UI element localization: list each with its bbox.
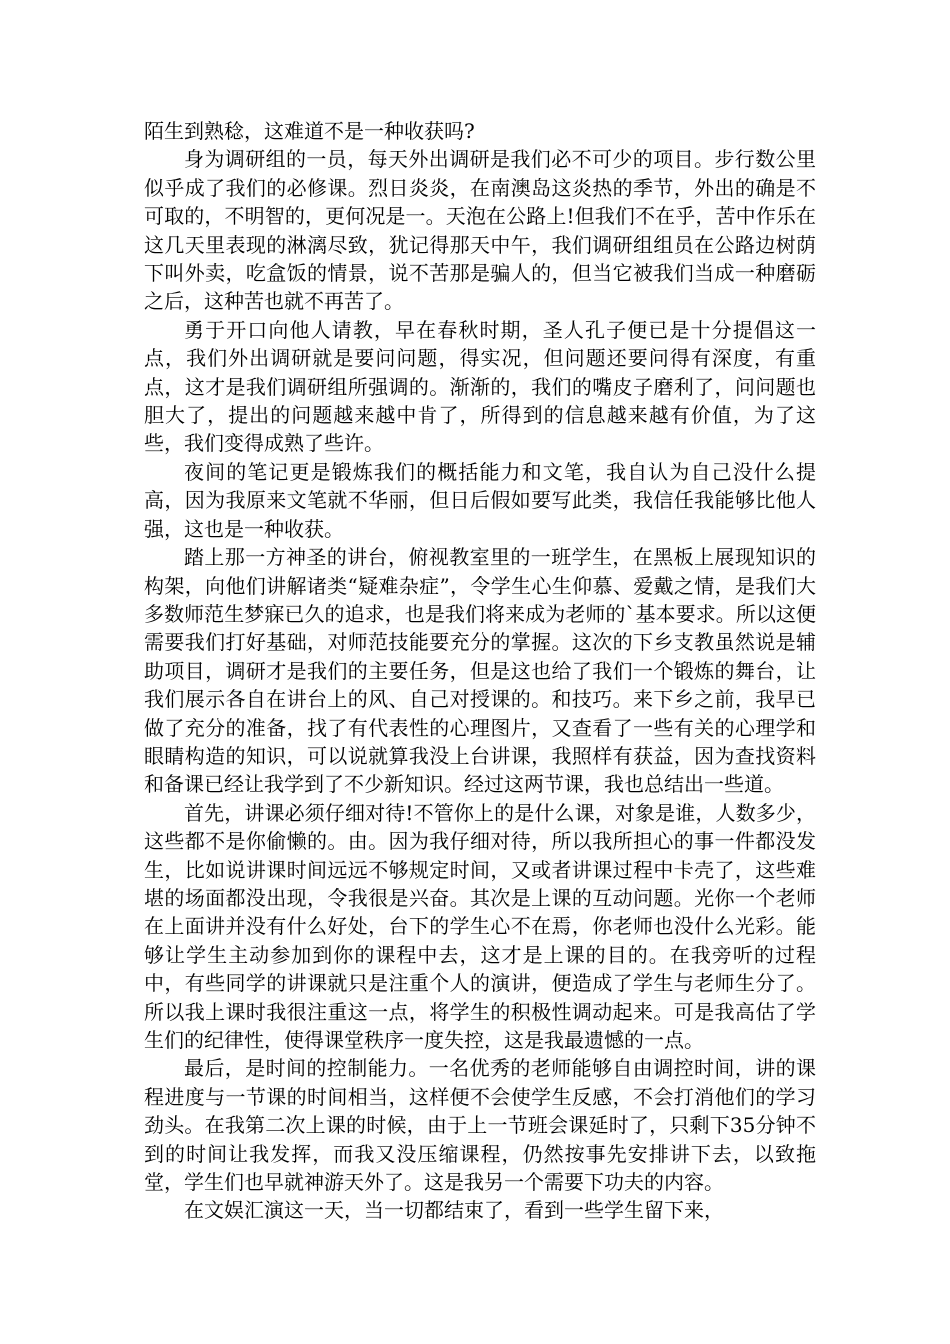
body-text bbox=[144, 117, 816, 1225]
paragraph-asking-questions: 勇于开口向他人请教，早在春秋时期，圣人孔子便已是十分提倡这一点，我们外出调研就是要问问题，得实况，但问题还要问得有深度，有重点，这才是我们调研组所强调的。渐渐的，我们的嘴皮子磨利了，问问题也胆大了，提出的问题越来越中肯了，所得到的信息越来越有价值，为了这些，我们变得成熟了些许。 bbox=[144, 317, 816, 456]
paragraph-night-notes: 夜间的笔记更是锻炼我们的概括能力和文笔，我自认为自己没什么提高，因为我原来文笔就不华丽，但日后假如要写此类，我信任我能够比他人强，这也是一种收获。 bbox=[144, 459, 816, 541]
paragraph-continuation: 陌生到熟稔，这难道不是一种收获吗? bbox=[144, 119, 475, 143]
paragraph-performance-day: 在文娱汇演这一天，当一切都结束了，看到一些学生留下来， bbox=[184, 1198, 724, 1223]
paragraph-first-lesson: 首先，讲课必须仔细对待!不管你上的是什么课，对象是谁，人数多少，这些都不是你偷懒的。由。因为我仔细对待，所以我所担心的事一件都没发生，比如说讲课时间远远不够规定时间，又或者讲课过程中卡壳了，这些难堪的场面都没出现，令我很是兴奋。其次是上课的互动问题。光你一个老师在上面讲并没有什么好处，台下的学生心不在焉，你老师也没什么光彩。能够让学生主动参加到你的课程中去，这才是上课的目的。在我旁听的过程中，有些同学的讲课就只是注重个人的演讲，便造成了学生与老师生分了。所以我上课时我很注重这一点，将学生的积极性调动起来。可是我高估了学生们的纪律性，使得课堂秩序一度失控，这是我最遗憾的一点。 bbox=[144, 800, 816, 1052]
paragraph-teaching-podium: 踏上那一方神圣的讲台，俯视教室里的一班学生，在黑板上展现知识的构架，向他们讲解诸类“疑难杂症”，令学生心生仰慕、爱戴之情，是我们大多数师范生梦寐已久的追求，也是我们将来成为老师的`基本要求。所以这便需要我们打好基础，对师范技能要充分的掌握。这次的下乡支教虽然说是辅助项目，调研才是我们的主要任务，但是这也给了我们一个锻炼的舞台，让我们展示各自在讲台上的风、自己对授课的。和技巧。来下乡之前，我早已做了充分的准备，找了有代表性的心理图片，又查看了一些有关的心理学和眼睛构造的知识，可以说就算我没上台讲课，我照样有获益，因为查找资料和备课已经让我学到了不少新知识。经过这两节课，我也总结出一些道。 bbox=[144, 545, 816, 797]
paragraph-research-walking: 身为调研组的一员，每天外出调研是我们必不可少的项目。步行数公里似乎成了我们的必修课。烈日炎炎，在南澳岛这炎热的季节，外出的确是不可取的，不明智的，更何况是一。天泡在公路上!但我们不在乎，苦中作乐在这几天里表现的淋漓尽致，犹记得那天中午，我们调研组组员在公路边树荫下叫外卖，吃盒饭的情景，说不苦那是骗人的，但当它被我们当成一种磨砺之后，这种苦也就不再苦了。 bbox=[144, 147, 816, 314]
paragraph-time-control: 最后，是时间的控制能力。一名优秀的老师能够自由调控时间，讲的课程进度与一节课的时间相当，这样便不会使学生反感，不会打消他们的学习劲头。在我第二次上课的时候，由于上一节班会课延时了，只剩下35分钟不到的时间让我发挥，而我又没压缩课程，仍然按事先安排讲下去，以致拖堂，学生们也早就神游天外了。这是我另一个需要下功夫的内容。 bbox=[144, 1056, 816, 1195]
